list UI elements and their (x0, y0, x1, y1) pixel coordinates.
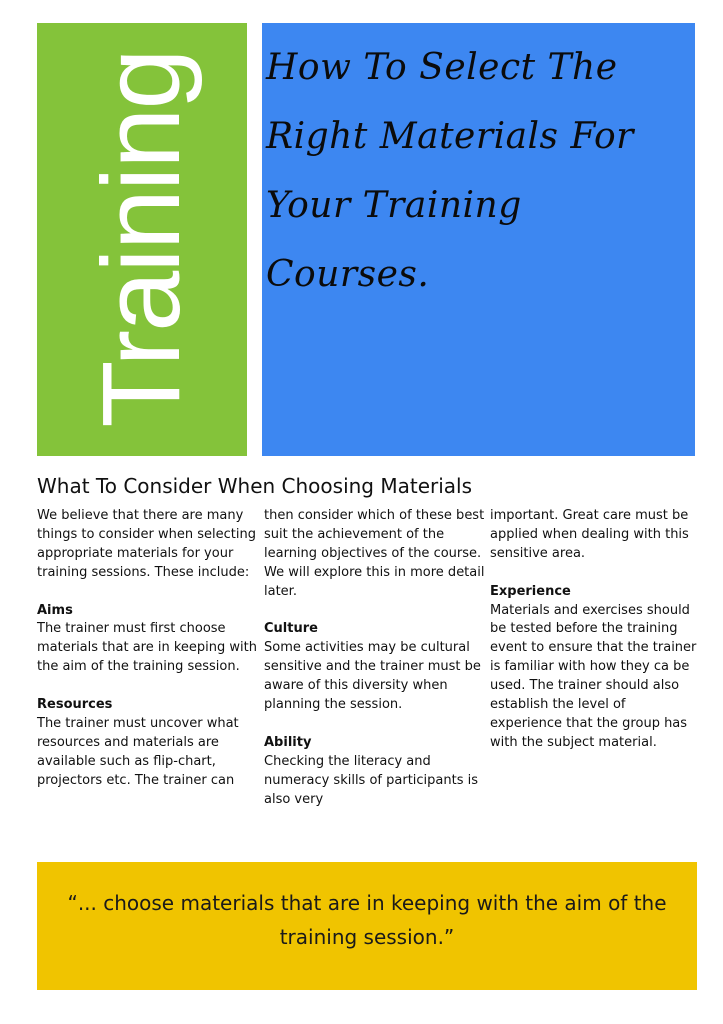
culture-heading: Culture (264, 621, 318, 637)
quote-box (37, 862, 697, 990)
text-column-3 (490, 507, 700, 753)
resources-heading: Resources (37, 697, 113, 713)
aims-paragraph: The trainer must first choose materials that are in keeping with the aim of the training session. (37, 621, 257, 675)
ability-paragraph: Checking the literacy and numeracy skills of participants is also very (264, 753, 479, 807)
handwritten-title: How To Select The Right Materials For Your Training Courses. (266, 47, 634, 295)
culture-paragraph: Some activities may be cultural sensitive and the trainer must be aware of this diversity when planning the session. (264, 640, 481, 713)
text-column-1 (37, 507, 259, 791)
aims-heading: Aims (37, 602, 73, 618)
experience-heading: Experience (490, 583, 571, 599)
resources-paragraph: The trainer must uncover what resources and materials are available such as flip-chart, projectors etc. The trainer can (37, 715, 239, 788)
section-heading: What To Consider When Choosing Materials (37, 474, 473, 498)
experience-paragraph: Materials and exercises should be tested before the training event to ensure that the trainer is familiar with how they ca be used. The trainer should also establish the level of experience that the group has with the subject material. (490, 602, 697, 750)
training-vertical-word: Training (80, 50, 203, 428)
text-column-2 (264, 507, 486, 809)
ability-heading: Ability (264, 734, 312, 750)
ability-continued-paragraph: important. Great care must be applied when dealing with this sensitive area. (490, 508, 689, 561)
intro-paragraph: We believe that there are many things to consider when selecting appropriate materials for your training sessions. These include: (37, 508, 256, 580)
training-banner-panel (37, 23, 247, 456)
title-panel (262, 23, 695, 456)
pull-quote: “... choose materials that are in keeping with the aim of the training session.” (67, 891, 667, 949)
resources-continued-paragraph: then consider which of these best suit the achievement of the learning objectives of the course. We will explore this in more detail later. (264, 508, 485, 599)
